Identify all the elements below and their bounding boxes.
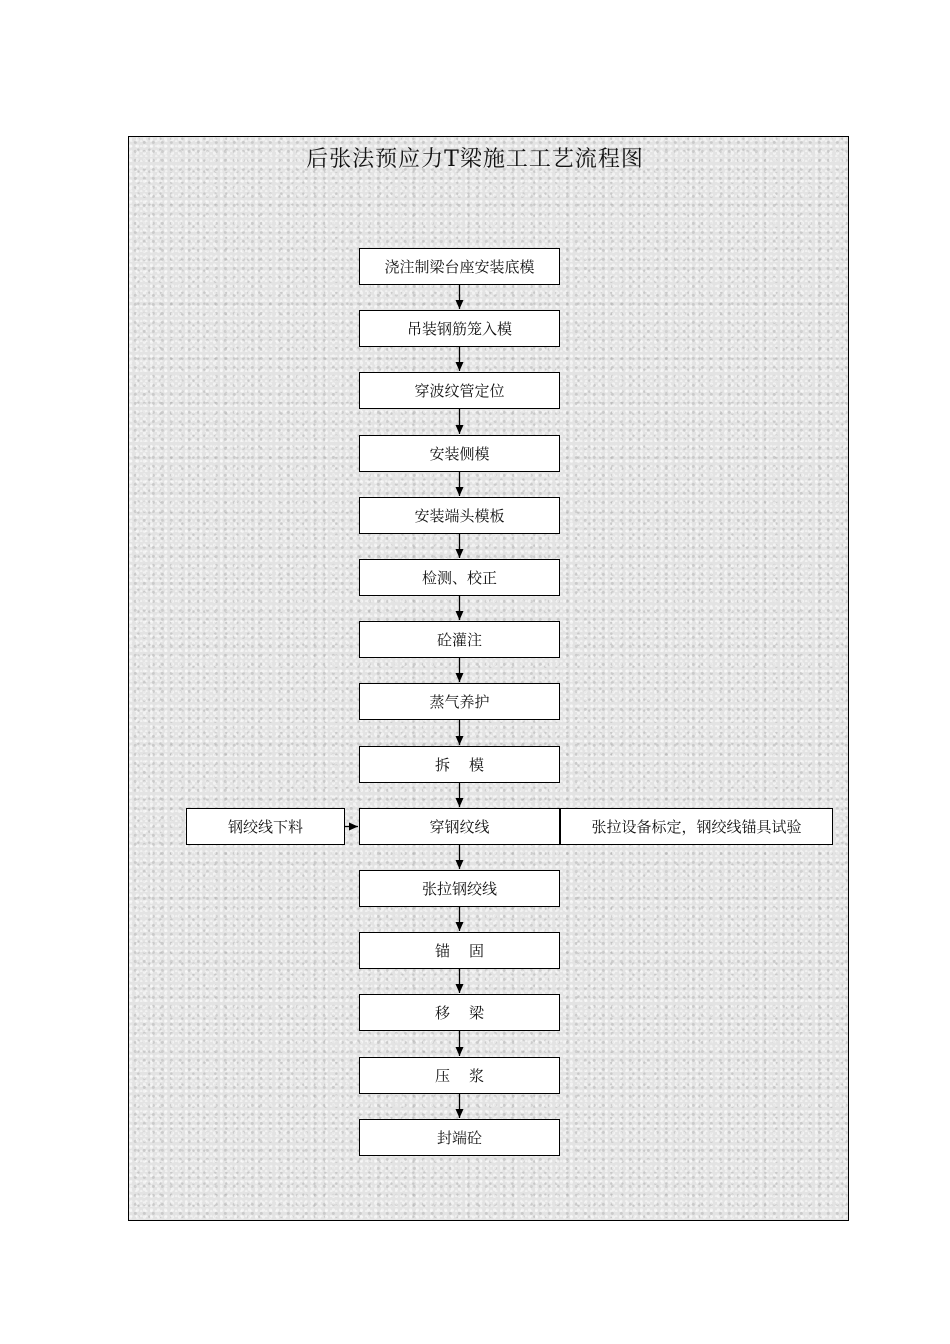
step-box-2 xyxy=(359,310,560,347)
step-box-10 xyxy=(359,808,560,845)
step-box-11 xyxy=(359,870,560,907)
step-box-15-label: 封端砼 xyxy=(436,1129,482,1147)
step-box-12-label: 锚 固 xyxy=(434,942,485,960)
step-box-10-label: 穿钢纹线 xyxy=(429,818,490,836)
step-box-7-label: 砼灌注 xyxy=(436,631,482,649)
step-box-6 xyxy=(359,559,560,596)
step-box-14-label: 压 浆 xyxy=(434,1067,485,1085)
step-box-1 xyxy=(359,248,560,285)
step-box-2-label: 吊装钢筋笼入模 xyxy=(406,320,512,338)
side-box-right xyxy=(560,808,833,845)
step-box-14 xyxy=(359,1057,560,1094)
step-box-9 xyxy=(359,746,560,783)
step-box-3 xyxy=(359,372,560,409)
step-box-8 xyxy=(359,683,560,720)
step-box-11-label: 张拉钢绞线 xyxy=(421,880,497,898)
step-box-1-label: 浇注制梁台座安装底模 xyxy=(384,258,535,276)
step-box-3-label: 穿波纹管定位 xyxy=(414,382,505,400)
step-box-13 xyxy=(359,994,560,1031)
step-box-6-label: 检测、校正 xyxy=(421,569,497,587)
step-box-8-label: 蒸气养护 xyxy=(429,693,490,711)
side-box-left-label: 钢绞线下料 xyxy=(227,818,303,836)
side-box-right-label: 张拉设备标定，钢绞线锚具试验 xyxy=(591,818,802,836)
step-box-9-label: 拆 模 xyxy=(434,756,485,774)
step-box-5-label: 安装端头模板 xyxy=(414,507,505,525)
step-box-7 xyxy=(359,621,560,658)
diagram-title: 后张法预应力T梁施工工艺流程图 xyxy=(306,147,644,172)
step-box-12 xyxy=(359,932,560,969)
step-box-15 xyxy=(359,1119,560,1156)
step-box-5 xyxy=(359,497,560,534)
step-box-4-label: 安装侧模 xyxy=(429,445,490,463)
step-box-13-label: 移 梁 xyxy=(434,1004,485,1022)
side-box-left xyxy=(186,808,345,845)
step-box-4 xyxy=(359,435,560,472)
